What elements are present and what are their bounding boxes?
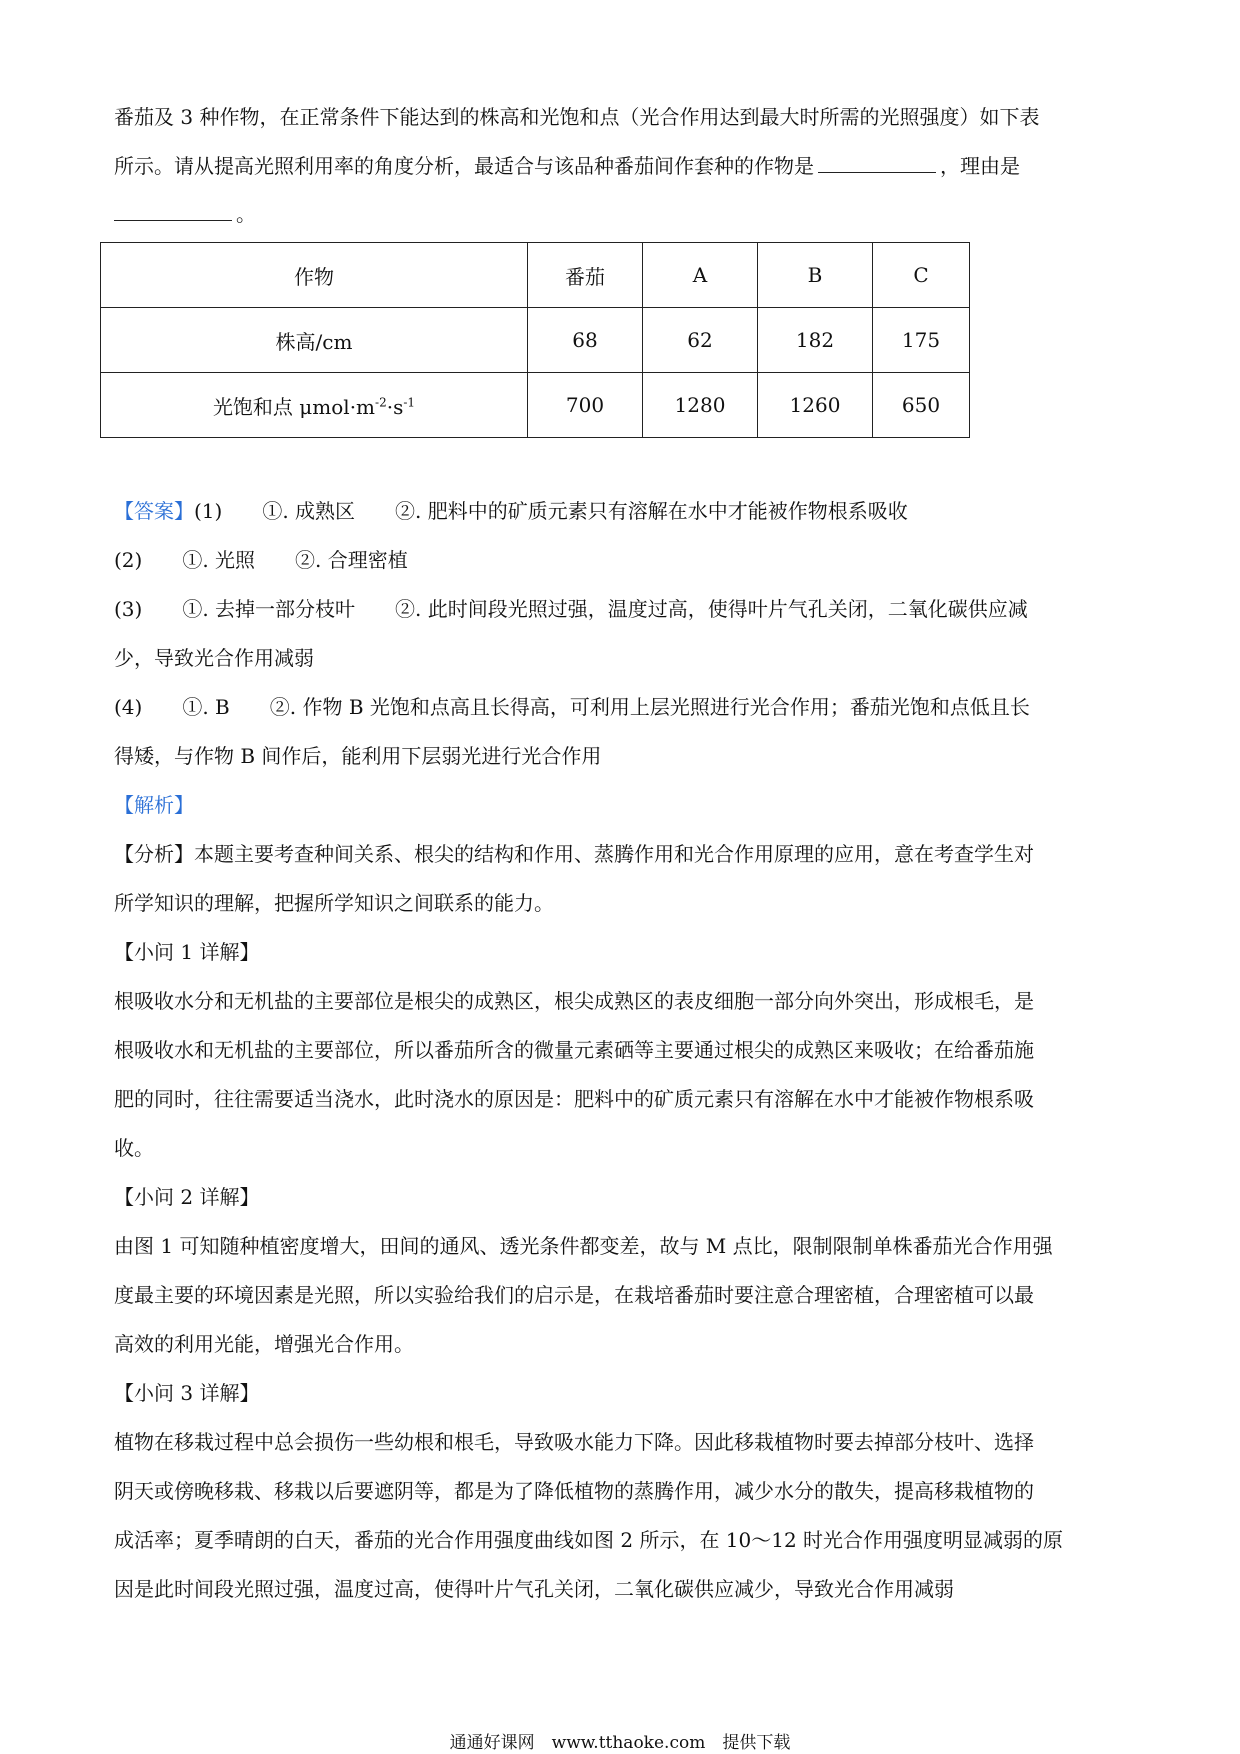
intro-line-2-tail: ，理由是 <box>940 154 1020 178</box>
table-row <box>101 308 970 373</box>
table-cell: 62 <box>643 308 758 373</box>
analysis-line: 成活率；夏季晴朗的白天，番茄的光合作用强度曲线如图 2 所示，在 10～12 时光合作用强度明显减弱的原 <box>114 1528 1064 1552</box>
unit-exponent: -2 <box>375 394 387 409</box>
answer-line-3: (3) ①. 去掉一部分枝叶 ②. 此时间段光照过强，温度过高，使得叶片气孔关闭，二氧化碳供应减 <box>114 597 1028 621</box>
answer-line-1 <box>114 496 908 526</box>
table-header-cell: B <box>758 243 873 308</box>
table-cell: 182 <box>758 308 873 373</box>
analysis-line: 根吸收水和无机盐的主要部位，所以番茄所含的微量元素硒等主要通过根尖的成熟区来吸收；在给番茄施 <box>114 1038 1034 1062</box>
table-header-cell: C <box>873 243 970 308</box>
analysis-line: 肥的同时，往往需要适当浇水，此时浇水的原因是：肥料中的矿质元素只有溶解在水中才能被作物根系吸 <box>114 1087 1034 1111</box>
analysis-tag: 【解析】 <box>114 793 194 817</box>
analysis-line: 因是此时间段光照过强，温度过高，使得叶片气孔关闭，二氧化碳供应减少，导致光合作用减弱 <box>114 1577 954 1601</box>
table-header-row <box>101 243 970 308</box>
table-cell: 650 <box>873 373 970 438</box>
analysis-line: 由图 1 可知随种植密度增大，田间的通风、透光条件都变差，故与 M 点比，限制限制单株番茄光合作用强 <box>114 1234 1053 1258</box>
analysis-line: 高效的利用光能，增强光合作用。 <box>114 1332 414 1356</box>
table-row-label <box>101 373 528 438</box>
analysis-line: 根吸收水分和无机盐的主要部位是根尖的成熟区，根尖成熟区的表皮细胞一部分向外突出，形成根毛，是 <box>114 989 1034 1013</box>
table-row-label: 株高/cm <box>101 308 528 373</box>
table-cell: 175 <box>873 308 970 373</box>
unit-text: ·s <box>386 394 404 419</box>
analysis-line: 植物在移栽过程中总会损伤一些幼根和根毛，导致吸水能力下降。因此移栽植物时要去掉部分枝叶、选择 <box>114 1430 1034 1454</box>
table-cell: 700 <box>528 373 643 438</box>
analysis-line: 所学知识的理解，把握所学知识之间联系的能力。 <box>114 891 554 915</box>
section-title: 【小问 1 详解】 <box>114 940 260 964</box>
answer-line-4: 少，导致光合作用减弱 <box>114 646 314 670</box>
answer-text: (1) ①. 成熟区 ②. 肥料中的矿质元素只有溶解在水中才能被作物根系吸收 <box>194 499 908 523</box>
intro-line-2-text: 所示。请从提高光照利用率的角度分析，最适合与该品种番茄间作套种的作物是 <box>114 154 814 178</box>
analysis-line: 阴天或傍晚移栽、移栽以后要遮阴等，都是为了降低植物的蒸腾作用，减少水分的散失，提高移栽植物的 <box>114 1479 1034 1503</box>
table-header-cell: 作物 <box>101 243 528 308</box>
answer-line-6: 得矮，与作物 B 间作后，能利用下层弱光进行光合作用 <box>114 744 602 768</box>
table-header-cell: 番茄 <box>528 243 643 308</box>
analysis-line: 【分析】本题主要考查种间关系、根尖的结构和作用、蒸腾作用和光合作用原理的应用，意在考查学生对 <box>114 842 1034 866</box>
table-cell: 1280 <box>643 373 758 438</box>
answer-blank-crop <box>818 152 936 173</box>
table-cell: 1260 <box>758 373 873 438</box>
answer-line-5: (4) ①. B ②. 作物 B 光饱和点高且长得高，可利用上层光照进行光合作用；番茄光饱和点低且长 <box>114 695 1030 719</box>
intro-line-3-end: 。 <box>236 202 256 226</box>
answer-blank-reason <box>114 200 232 221</box>
analysis-line: 度最主要的环境因素是光照，所以实验给我们的启示是，在栽培番茄时要注意合理密植，合理密植可以最 <box>114 1283 1034 1307</box>
section-title: 【小问 2 详解】 <box>114 1185 260 1209</box>
intro-line-3 <box>114 199 256 229</box>
table-row <box>101 373 970 438</box>
intro-line-2 <box>114 151 1020 181</box>
answer-line-2: (2) ①. 光照 ②. 合理密植 <box>114 548 408 572</box>
unit-exponent: -1 <box>403 394 416 409</box>
page-footer: 通通好课网 www.tthaoke.com 提供下载 <box>449 1733 791 1753</box>
crop-data-table <box>100 242 970 438</box>
table-cell: 68 <box>528 308 643 373</box>
table-header-cell: A <box>643 243 758 308</box>
answer-tag: 【答案】 <box>114 499 194 523</box>
intro-line-1: 番茄及 3 种作物，在正常条件下能达到的株高和光饱和点（光合作用达到最大时所需的光照强度）如下表 <box>114 105 1040 129</box>
analysis-line: 收。 <box>114 1136 154 1160</box>
section-title: 【小问 3 详解】 <box>114 1381 260 1405</box>
unit-text: 光饱和点 μmol·m <box>212 394 376 419</box>
